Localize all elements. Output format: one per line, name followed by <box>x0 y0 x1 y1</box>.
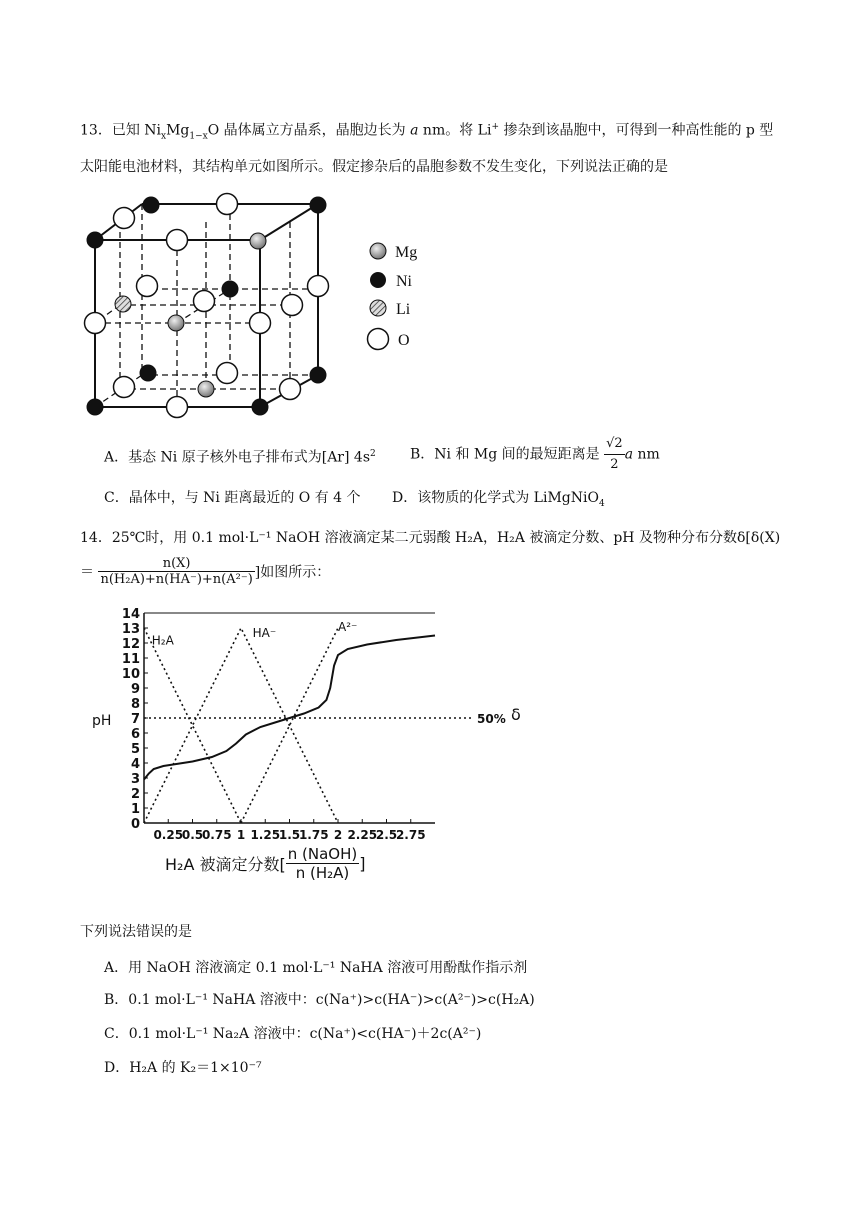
x-tick-label: 0.75 <box>201 828 232 842</box>
ni-atom <box>222 281 238 297</box>
legend-o-swatch <box>368 329 389 350</box>
y-axis-label: pH <box>92 713 112 729</box>
series-label-ha-: HA⁻ <box>252 626 277 640</box>
ni-atom <box>310 367 326 383</box>
legend-o-label: O <box>398 332 410 349</box>
q14-stem-line2: ＝ $\frac{n(X)}{\text{n(H₂A)+n(HA⁻)+n(A²⁻)}}$ ]如图所示： <box>80 556 331 587</box>
o-atom <box>250 313 271 334</box>
x-tick-label: 2.75 <box>395 828 426 842</box>
x-tick-label: 1.75 <box>298 828 329 842</box>
ni-atom <box>140 365 156 381</box>
o-atom <box>114 377 135 398</box>
q13-option-a: A．基态 Ni 原子核外电子排布式为[Ar] $4s^2$ <box>104 449 376 466</box>
series-label-a2-: A²⁻ <box>338 620 358 634</box>
crystal-cell-diagram <box>80 192 440 424</box>
o-atom <box>114 208 135 229</box>
q13-option-d: D．该物质的化学式为 LiMgNiO$_4$ <box>392 490 605 509</box>
series-ha- <box>144 628 338 823</box>
q14-option-c: C．0.1 mol·L⁻¹ Na₂A 溶液中：c(Na⁺)<c(HA⁻)＋2c(A²⁻) <box>104 1026 482 1042</box>
ni-atom <box>252 399 268 415</box>
y-tick-label: 5 <box>130 742 140 757</box>
q13-stem-line2: 太阳能电池材料，其结构单元如图所示。假定掺杂后的晶胞参数不发生变化，下列说法正确的是 <box>80 159 668 175</box>
q14-stem-line1: 14．25℃时，用 0.1 mol·L⁻¹ NaOH 溶液滴定某二元弱酸 H₂A，H₂A 被滴定分数、pH 及物种分布分数δ[δ(X) <box>80 530 781 546</box>
q14-prompt: 下列说法错误的是 <box>80 924 192 940</box>
o-atom <box>217 194 238 215</box>
mg-atom <box>250 233 266 249</box>
li-atom <box>115 296 131 312</box>
delta-fraction: $\frac{n(X)}{\text{n(H₂A)+n(HA⁻)+n(A²⁻)}}$ <box>100 556 253 587</box>
y-tick-label: 9 <box>130 682 140 697</box>
series-label-h2a: H₂A <box>151 633 174 648</box>
ni-atom <box>310 197 326 213</box>
ni-atom <box>143 197 159 213</box>
y-tick-label: 10 <box>121 667 140 682</box>
y-tick-label: 6 <box>130 727 140 742</box>
legend-li-swatch <box>370 300 386 316</box>
o-atom <box>167 397 188 418</box>
mg-atom <box>198 381 214 397</box>
o-atom <box>217 363 238 384</box>
x-tick-label: 1.5 <box>278 828 301 842</box>
o-atom <box>167 230 188 251</box>
o-atom <box>194 291 215 312</box>
x-tick-label: 2 <box>333 828 343 842</box>
legend-mg-swatch <box>370 243 386 259</box>
q13-stem-line1: 13．已知 $Ni_xMg_{1-x}O$ 晶体属立方晶系，晶胞边长为 a nm。将 Li+ 掺杂到该晶胞中，可得到一种高性能的 p 型 <box>80 122 774 142</box>
legend-ni-label: Ni <box>396 273 412 290</box>
o-atom <box>137 276 158 297</box>
x-tick-label: 0.25 <box>153 828 184 842</box>
q13-option-c: C．晶体中，与 Ni 距离最近的 O 有 4 个 <box>104 490 361 506</box>
y-tick-label: 12 <box>121 637 140 652</box>
y-tick-label: 7 <box>130 712 140 727</box>
y-tick-label: 3 <box>130 772 140 787</box>
o-atom <box>280 379 301 400</box>
o-atom <box>85 313 106 334</box>
q14-option-b: B．0.1 mol·L⁻¹ NaHA 溶液中：c(Na⁺)>c(HA⁻)>c(A²⁻)>c(H₂A) <box>104 992 535 1008</box>
ni-atom <box>87 232 103 248</box>
legend-ni-swatch <box>370 272 386 288</box>
legend-mg-label: Mg <box>395 244 418 261</box>
y-tick-label: 4 <box>130 757 140 772</box>
x-tick-label: 1 <box>236 828 246 842</box>
y-tick-label: 11 <box>121 652 140 667</box>
y-tick-label: 8 <box>130 697 140 712</box>
legend-li-label: Li <box>396 301 411 318</box>
option-b-fraction: $\frac{√2}{2}$ <box>606 436 623 472</box>
y-tick-label: 13 <box>121 622 140 637</box>
x-tick-label: 2.25 <box>347 828 378 842</box>
x-tick-label: 0.5 <box>181 828 204 842</box>
q14-option-a: A．用 NaOH 溶液滴定 0.1 mol·L⁻¹ NaHA 溶液可用酚酞作指示剂 <box>104 960 528 976</box>
o-atom <box>282 295 303 316</box>
y-tick-label: 14 <box>121 607 140 622</box>
y-tick-label: 0 <box>130 817 140 832</box>
q14-option-d: D．H₂A 的 K₂＝1×10⁻⁷ <box>104 1060 262 1076</box>
x-axis-fraction: $\frac{\text{n (NaOH)}}{\text{n (H₂A)}}$ <box>287 845 358 882</box>
mg-atom <box>168 315 184 331</box>
q13-option-b: B．Ni 和 Mg 间的最短距离是 $\frac{√2}{2}$ a nm <box>410 434 660 475</box>
x-tick-label: 1.25 <box>250 828 281 842</box>
right-50pct-label: 50% <box>477 712 506 726</box>
chart-x-axis-label: H₂A 被滴定分数[ $\frac{\text{n (NaOH)}}{\text{n (H₂A)}}$ ] <box>165 845 366 882</box>
x-tick-label: 2.5 <box>375 828 398 842</box>
delta-symbol-label: δ <box>511 705 521 724</box>
y-tick-label: 1 <box>130 802 140 817</box>
ni-atom <box>87 399 103 415</box>
y-tick-label: 2 <box>130 787 140 802</box>
o-atom <box>308 276 329 297</box>
crystal-legend <box>368 243 418 350</box>
